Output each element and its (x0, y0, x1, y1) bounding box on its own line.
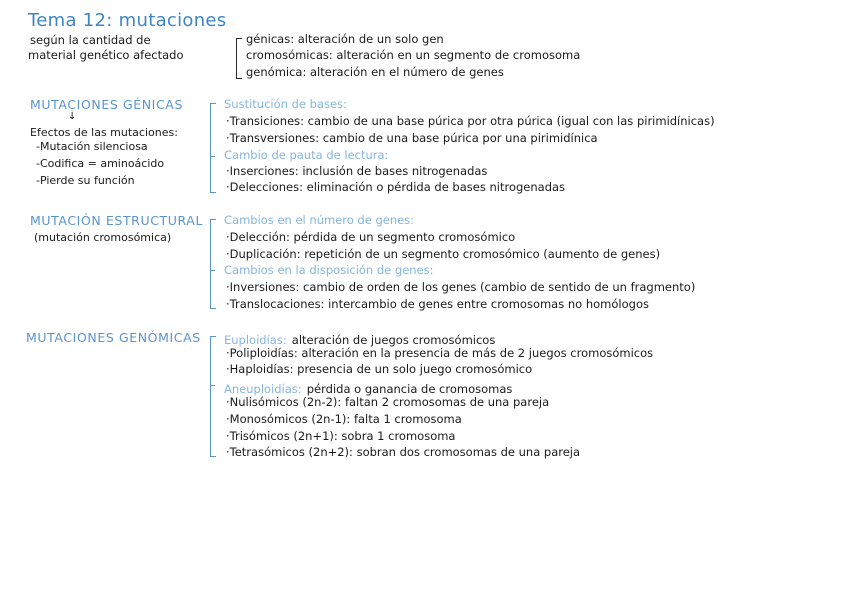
list-item: ·Delecciones: eliminación o pérdida de bases nitrogenadas (226, 180, 566, 194)
subheading-aneuploidias: Aneuploidías: (224, 382, 302, 396)
effect-item: -Codifica = aminoácido (36, 157, 165, 170)
euploidias-desc: alteración de juegos cromosómicos (291, 333, 496, 347)
subheading-sustitucion: Sustitución de bases: (224, 97, 347, 111)
effect-item: -Pierde su función (36, 174, 135, 187)
criterion-text-line-1: según la cantidad de (30, 33, 151, 47)
type-genomica: genómica: alteración en el número de genes (246, 65, 504, 79)
list-item: ·Haploidías: presencia de un solo juego cromosómico (226, 362, 533, 376)
type-cromosomicas: cromosómicas: alteración en un segmento de cromosoma (246, 48, 581, 62)
list-item: ·Inversiones: cambio de orden de los genes (cambio de sentido de un fragmento) (226, 280, 696, 294)
subheading-euploidias: Euploidías: (224, 333, 287, 347)
effect-item: -Mutación silenciosa (36, 140, 148, 153)
genicas-bracket-mid (210, 156, 215, 157)
subheading-numero-genes: Cambios en el número de genes: (224, 213, 415, 227)
subheading-pauta-lectura: Cambio de pauta de lectura: (224, 148, 389, 162)
list-item: ·Duplicación: repetición de un segmento cromosómico (aumento de genes) (226, 247, 661, 261)
estructural-note: (mutación cromosómica) (34, 231, 172, 244)
criterion-text-line-2: material genético afectado (28, 48, 184, 62)
list-item: ·Inserciones: inclusión de bases nitrogenadas (226, 164, 488, 178)
list-item: ·Nulisómicos (2n-2): faltan 2 cromosomas de una pareja (226, 395, 550, 409)
section-heading-estructural: MUTACIÓN ESTRUCTURAL (30, 213, 204, 228)
list-item: ·Translocaciones: intercambio de genes entre cromosomas no homólogos (226, 297, 649, 311)
section-heading-genicas: MUTACIONES GÉNICAS (30, 97, 183, 112)
intro-bracket (236, 38, 242, 79)
list-item: ·Poliploidías: alteración en la presencia de más de 2 juegos cromosómicos (226, 346, 654, 360)
effects-title: Efectos de las mutaciones: (30, 126, 178, 139)
aneuploidias-desc: pérdida o ganancia de cromosomas (306, 382, 513, 396)
estructural-bracket-mid (210, 270, 215, 271)
genomicas-bracket (210, 336, 216, 457)
genicas-bracket (210, 103, 216, 193)
list-item: ·Trisómicos (2n+1): sobra 1 cromosoma (226, 429, 456, 443)
list-item: ·Delección: pérdida de un segmento cromosómico (226, 230, 516, 244)
estructural-bracket (210, 219, 216, 309)
list-item: ·Monosómicos (2n-1): falta 1 cromosoma (226, 412, 462, 426)
page-title: Tema 12: mutaciones (28, 10, 227, 31)
type-genicas: génicas: alteración de un solo gen (246, 32, 444, 46)
genomicas-bracket-mid (210, 385, 215, 386)
list-item: ·Tetrasómicos (2n+2): sobran dos cromosomas de una pareja (226, 445, 581, 459)
list-item: ·Transversiones: cambio de una base púrica por una pirimidínica (226, 131, 598, 145)
subheading-disposicion-genes: Cambios en la disposición de genes: (224, 263, 434, 277)
section-heading-genomicas: MUTACIONES GENÓMICAS (26, 330, 201, 345)
down-arrow-icon: ↓ (68, 111, 77, 122)
list-item: ·Transiciones: cambio de una base púrica por otra púrica (igual con las pirimidínicas) (226, 114, 715, 128)
